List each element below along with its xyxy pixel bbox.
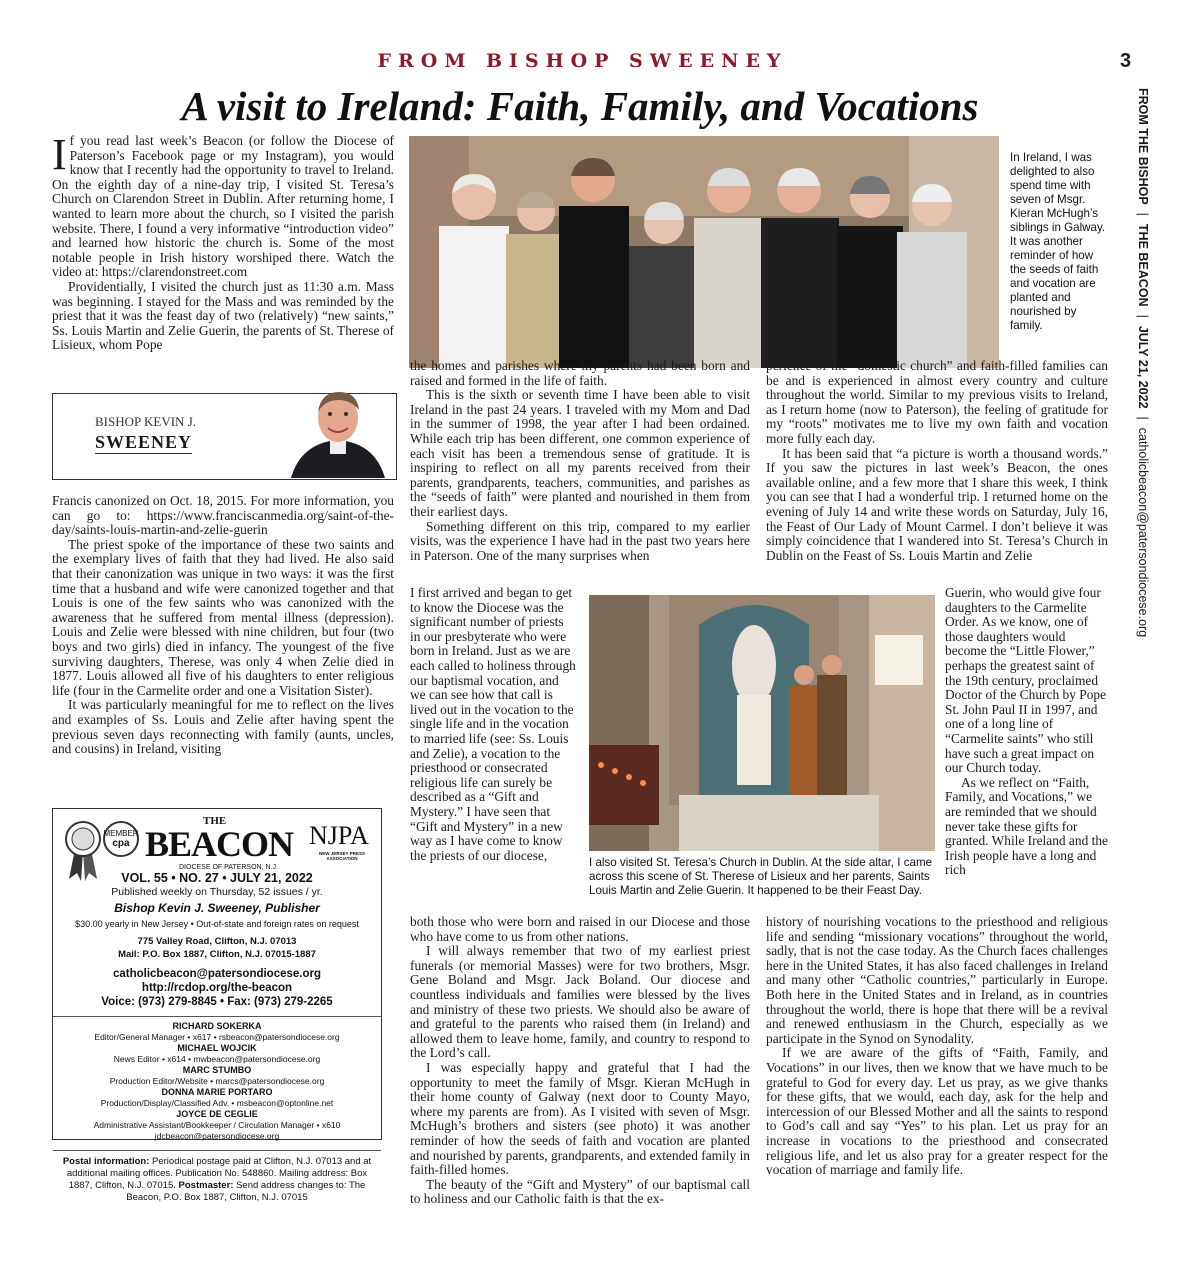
paragraph: I will always remember that two of my earliest priest funerals (or memorial Masses) were for two brothers, Msgr. Gene Boland and Msgr. Jack Boland. Our diocese and countless individuals and families were blessed by the lives and ministry of these two priests. We should also be aware of and grateful to the parents who raised them (in Ireland) and allowed them to leave home, family, and country to respond to the Lord’s call. bbox=[410, 943, 750, 1061]
staff-role: Administrative Assistant/Bookkeeper / Circulation Manager • x610 bbox=[93, 1120, 341, 1130]
paragraph: Francis canonized on Oct. 18, 2015. For more information, you can go to: https://www.franciscanmedia.org/saint-of-the-day/saints-louis-martin-and-zelie-guerin bbox=[52, 493, 394, 538]
column-2-narrow bbox=[410, 586, 576, 863]
column-1-bottom bbox=[52, 494, 394, 757]
address-line-2: Mail: P.O. Box 1887, Clifton, N.J. 07015-1887 bbox=[118, 949, 316, 960]
address-line-1: 775 Valley Road, Clifton, N.J. 07013 bbox=[137, 936, 297, 947]
column-2-top bbox=[410, 359, 750, 563]
masthead-beacon: BEACON bbox=[145, 824, 294, 864]
folio-sep: | bbox=[1136, 212, 1150, 216]
folio-pub: THE BEACON bbox=[1136, 223, 1150, 307]
paragraph: It was particularly meaningful for me to reflect on the lives and examples of Ss. Louis and Zelie after having spent the previous seven days reconnecting with family (aunts, uncles, and cousins) in Ireland, visiting bbox=[52, 697, 394, 757]
folio-section: FROM THE BISHOP bbox=[1136, 88, 1150, 205]
staff-role: Editor/General Manager • x617 • rsbeacon@patersondiocese.org bbox=[94, 1032, 340, 1042]
staff-list bbox=[53, 1021, 381, 1142]
side-folio bbox=[1136, 88, 1150, 637]
byline-title: BISHOP KEVIN J. bbox=[95, 414, 196, 429]
staff-name: DONNA MARIE PORTARO bbox=[161, 1087, 273, 1097]
church-altar-photo-image bbox=[589, 595, 935, 851]
folio-sep: | bbox=[1136, 416, 1150, 420]
staff-name: MARC STUMBO bbox=[182, 1065, 252, 1075]
divider bbox=[53, 1016, 381, 1017]
byline-box bbox=[52, 393, 397, 480]
church-photo-caption: I also visited St. Teresa’s Church in Dublin. At the side altar, I came across this scene of St. Therese of Lisieux and her parents, Saints Louis Martin and Zelie Guerin. It happened to be their Feast Day. bbox=[589, 856, 933, 897]
paragraph: I first arrived and began to get to know the Diocese was the significant number of priests in our presbyterate who were born in Ireland. Just as we are each called to holiness through our baptismal vocation, and we can see how that call is lived out in the vocation to the single life and in the vocation to married life (see: Ss. Louis and Zelie), a vocation to the priesthood or consecrated religious life can surely be described as a “Gift and Mystery.” I have seen that “Gift and Mystery” in a new way as I have come to know the priests of our diocese, bbox=[410, 585, 576, 863]
paragraph: Something different on this trip, compared to my earlier visits, was the experience I have had in the past two years here in Paterson. One of the many surprises when bbox=[410, 518, 750, 563]
folio-email: catholicbeacon@patersondiocese.org bbox=[1136, 427, 1150, 638]
staff-name: JOYCE DE CEGLIE bbox=[176, 1109, 258, 1119]
masthead-phone: Voice: (973) 279-8845 • Fax: (973) 279-2265 bbox=[101, 996, 333, 1008]
drop-cap: I bbox=[52, 130, 67, 179]
paragraph: If you read last week’s Beacon (or follow the Diocese of Paterson’s Facebook page or my Instagram), you would know that I recently had the opportunity to travel to Ireland. On the eighth day of a nine-day trip, I visited St. Teresa’s Church on Clarendon Street in Dublin. After returning home, I wanted to learn more about the church, so I visited the parish website. There, I found a very informative “introduction video” and learned how historic the church is. Some of the most notable people in Irish history worshiped there. Watch the video at: https://clarendonstreet.com bbox=[52, 130, 394, 280]
staff-role: Production/Display/Classified Adv. • msbeacon@optonline.net bbox=[100, 1098, 334, 1108]
masthead-diocese: DIOCESE OF PATERSON, N.J. bbox=[179, 864, 278, 871]
paragraph: the homes and parishes where my parents had been born and raised and formed in the life of faith. bbox=[410, 358, 750, 388]
column-3-top bbox=[766, 359, 1108, 563]
masthead-web: http://rcdop.org/the-beacon bbox=[141, 982, 293, 994]
family-photo-image bbox=[409, 136, 999, 368]
masthead-the: THE bbox=[203, 815, 227, 827]
family-photo-caption: In Ireland, I was delighted to also spend time with seven of Msgr. Kieran McHugh’s siblings in Galway. It was another reminder of how the seeds of faith and vocation are planted and nourished by family. bbox=[1010, 151, 1106, 332]
staff-name: RICHARD SOKERKA bbox=[172, 1021, 262, 1031]
paragraph: The priest spoke of the importance of these two saints and the exemplary lives of faith that they had lived. He also said that their canonization was unique in two ways: it was the first time that a husband and wife were canonized together and that Louis is one of the few saints who was canonized with the awareness that he suffered from mental illness (depression). Louis and Zelie were blessed with nine children, but four (two boys and two girls) died in infancy. The youngest of the five surviving daughters, Therese, was only 4 when Zelie died in 1877. Louis allowed all five of his daughters to enter religious life (four in the Carmelite order and one a Visitation Sister). bbox=[52, 536, 394, 698]
folio-sep: | bbox=[1136, 314, 1150, 318]
njpa-subtitle: NEW JERSEY PRESS ASSOCIATION bbox=[319, 851, 365, 861]
postal-info: Postal information: Periodical postage paid at Clifton, N.J. 07013 and at additional mailing offices. Publication No. 548860. Mailing address: Box 1887, Clifton, N.J. 07015. Postmaster: Send address changes to: The Beacon, P.O. Box 1887, Clifton, N.J. 07015 bbox=[62, 1156, 372, 1203]
staff-role: Production Editor/Website • marcs@patersondiocese.org bbox=[109, 1076, 325, 1086]
paragraph: The beauty of the “Gift and Mystery” of our baptismal call to holiness and our Catholic faith is that the ex- bbox=[410, 1176, 750, 1207]
publisher-line: Bishop Kevin J. Sweeney, Publisher bbox=[114, 901, 320, 915]
page-number: 3 bbox=[1120, 50, 1132, 72]
paragraph: I was especially happy and grateful that I had the opportunity to meet the family of Msgr. Kieran McHugh in their home county of Galway (next door to County Mayo, where my parents are from). As I visited with seven of Msgr. McHugh’s brothers and sisters (see photo) it was another reminder of how the seeds of faith and vocation are planted and nourished by parents, grandparents, and extended family in faith-filled homes. bbox=[410, 1059, 750, 1178]
rate-line: $30.00 yearly in New Jersey • Out-of-state and foreign rates on request bbox=[75, 919, 359, 929]
column-2-bottom bbox=[410, 915, 750, 1207]
njpa-logo: NJPA bbox=[309, 821, 369, 850]
published-line: Published weekly on Thursday, 52 issues / yr. bbox=[111, 886, 323, 898]
paragraph: both those who were born and raised in our Diocese and those who have come to us from other nations. bbox=[410, 914, 750, 944]
headline: A visit to Ireland: Faith, Family, and Vocations bbox=[181, 83, 979, 129]
masthead-box bbox=[52, 808, 382, 1203]
paragraph: It has been said that “a picture is worth a thousand words.” If you saw the pictures in last week’s Beacon, the ones available online, and a few more that I share this week, I think you can see that I had a wonderful trip. I returned home on the evening of July 14 and write these words on Saturday, July 16, the Feast of Our Lady of Mount Carmel. I don’t believe it was simply coincidence that I wandered into St. Teresa’s Church in Dublin on the Feast of Ss. Louis Martin and Zelie bbox=[766, 445, 1108, 563]
paragraph: Guerin, who would give four daughters to the Carmelite Order. As we know, one of those daughters would become the “Little Flower,” perhaps the greatest saint of the 19th century, proclaimed Doctor of the Church by Pope St. John Paul II in 1997, and one of a long line of “Carmelite saints” who still have such a great impact on our Church today. bbox=[945, 585, 1107, 776]
paragraph: perience of the “domestic church” and faith-filled families can be and is experienced in almost every country and culture throughout the world. Similar to my previous visits to Ireland, as I return home (now to Paterson), the feeling of gratitude for my “roots” motivates me to live my own faith and vocation more fully each day. bbox=[766, 358, 1108, 446]
paragraph: If we are aware of the gifts of “Faith, Family, and Vocations” in our lives, then we know that we have much to be grateful to God for every day. Let us pray, as we give thanks for these gifts, that we would, each day, ask for the help and intercession of our Blessed Mother and all the saints to respond to God’s call and say “Yes” to his plan. Let us pray for an increase in vocations to the priesthood and consecrated religious life, and let us also pray for a greater respect for the vocation of marriage and family life. bbox=[766, 1045, 1108, 1178]
cpa-badge: MEMBER cpa bbox=[103, 821, 139, 857]
byline-name: SWEENEY bbox=[95, 432, 193, 452]
paragraph: This is the sixth or seventh time I have been able to visit Ireland in the past 24 years. I traveled with my Mom and Dad in the summer of 1998, the year after I had been ordained. While each trip has been different, one common experience of each visit has been a tremendous sense of gratitude. It is inspiring to reflect on all my parents received from their parents, grandparents, teachers, communities, and parishes as the “seeds of faith” were planted and nourished in them from their earliest days. bbox=[410, 387, 750, 519]
section-kicker: FROM BISHOP SWEENEY bbox=[377, 50, 788, 72]
staff-name: MICHAEL WOJCIK bbox=[177, 1043, 257, 1053]
column-1-top bbox=[52, 130, 394, 353]
folio-date: JULY 21, 2022 bbox=[1136, 325, 1150, 409]
paragraph: Providentially, I visited the church just as 11:30 a.m. Mass was beginning. I stayed for the Mass and was reminded by the priest that it was the feast day of two (relatively) “new saints,” Ss. Louis Martin and Zelie Guerin, the parents of St. Therese of Lisieux, whom Pope bbox=[52, 278, 394, 353]
bishop-portrait-image bbox=[281, 388, 395, 478]
masthead-email: catholicbeacon@patersondiocese.org bbox=[112, 968, 322, 980]
staff-role: News Editor • x614 • mwbeacon@patersondiocese.org bbox=[113, 1054, 321, 1064]
paragraph: history of nourishing vocations to the priesthood and religious life and sending “missionary vocations” throughout the world, sadly, that is not the case today. As the Church faces challenges here in the United States, it has also faced challenges in Ireland and many other “Catholic countries,” particularly in Europe. Both here in the United States and in Ireland, as in countries throughout the world, there is hope that there will be a revival and renewed enthusiasm in the Church, especially as we participate in the Synod on Synodality. bbox=[766, 914, 1108, 1046]
column-3-bottom bbox=[766, 915, 1108, 1178]
column-3-narrow bbox=[945, 586, 1109, 878]
staff-email: jdcbeacon@patersondiocese.org bbox=[154, 1131, 280, 1141]
divider bbox=[53, 1150, 381, 1151]
paragraph: As we reflect on “Faith, Family, and Vocations,” we are reminded that we should never take these gifts for granted. While Ireland and the Irish people have a long and rich bbox=[945, 774, 1108, 878]
volume-line: VOL. 55 • NO. 27 • JULY 21, 2022 bbox=[121, 871, 313, 885]
